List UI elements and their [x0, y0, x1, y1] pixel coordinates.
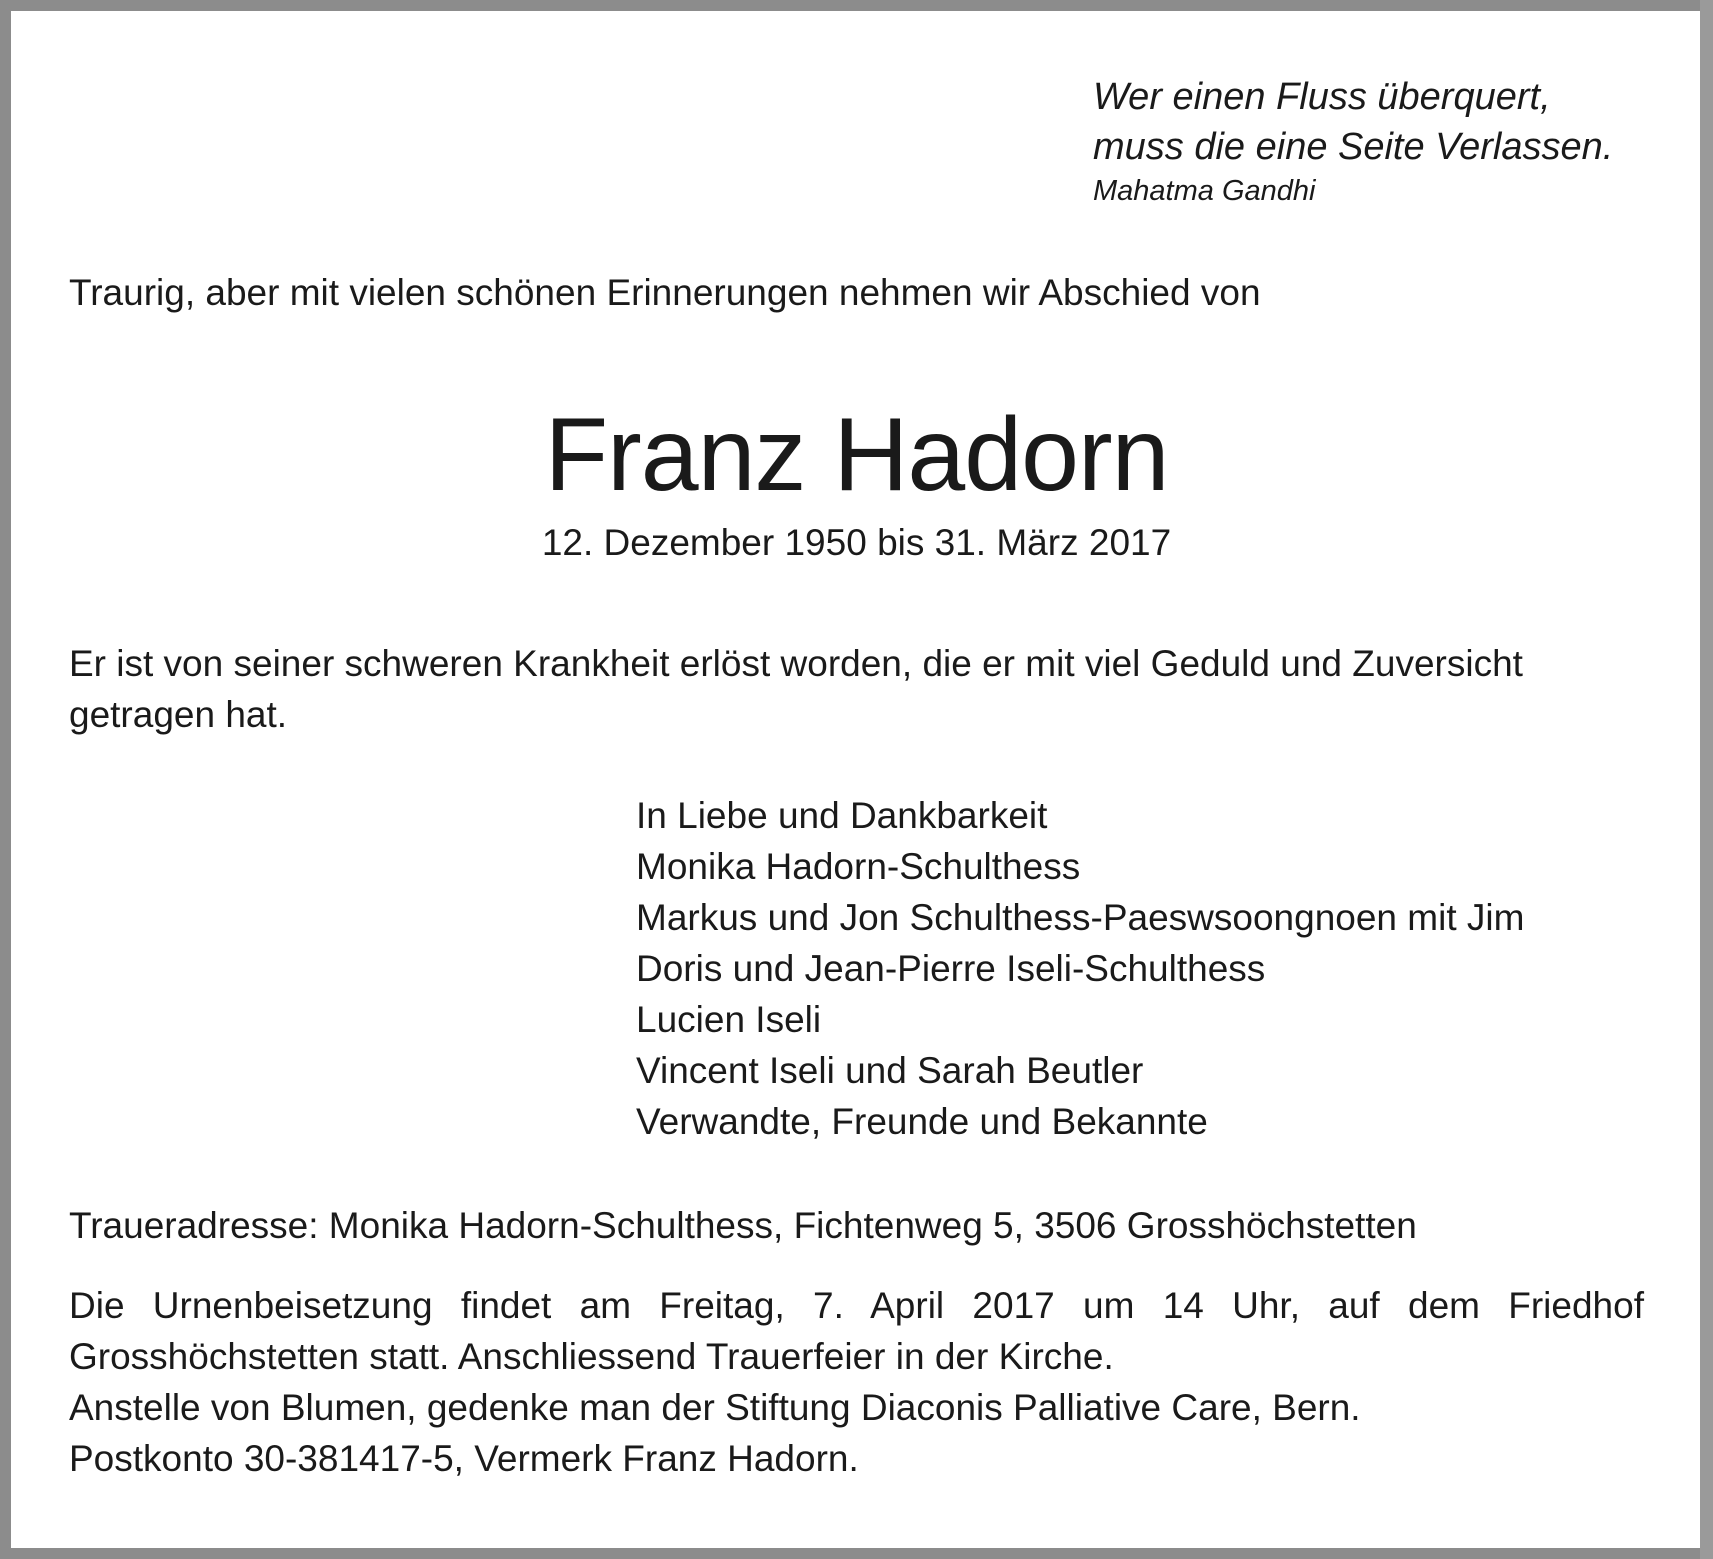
- mourner-line: In Liebe und Dankbarkeit: [636, 795, 1048, 836]
- mourner-line: Vincent Iseli und Sarah Beutler: [636, 1050, 1144, 1091]
- mourning-address: Traueradresse: Monika Hadorn-Schulthess, Fichtenweg 5, 3506 Grosshöchstetten: [69, 1205, 1417, 1246]
- mourner-line: Doris und Jean-Pierre Iseli-Schulthess: [636, 948, 1266, 989]
- postal-account: Postkonto 30-381417-5, Vermerk Franz Hadorn.: [69, 1438, 859, 1479]
- burial-notice: Die Urnenbeisetzung findet am Freitag, 7. April 2017 um 14 Uhr, auf dem Friedhof Grosshöchstetten statt. Anschliessend Trauerfeier in der Kirche.: [69, 1285, 1644, 1377]
- intro-text: Traurig, aber mit vielen schönen Erinnerungen nehmen wir Abschied von: [69, 272, 1261, 313]
- mourner-line: Monika Hadorn-Schulthess: [636, 846, 1081, 887]
- mourner-line: Verwandte, Freunde und Bekannte: [636, 1101, 1208, 1142]
- epigraph-quote: [1093, 72, 1613, 210]
- mourners-list: [636, 790, 1524, 1147]
- quote-line-2: muss die eine Seite Verlassen.: [1093, 126, 1614, 168]
- statement-text: Er ist von seiner schweren Krankheit erlöst worden, die er mit viel Geduld und Zuversicht getragen hat.: [69, 643, 1523, 735]
- quote-line-1: Wer einen Fluss überquert,: [1093, 76, 1551, 118]
- donation-notice: Anstelle von Blumen, gedenke man der Stiftung Diaconis Palliative Care, Bern.: [69, 1387, 1361, 1428]
- life-dates: 12. Dezember 1950 bis 31. März 2017: [541, 522, 1172, 563]
- quote-author: Mahatma Gandhi: [1093, 175, 1316, 207]
- mourner-line: Markus und Jon Schulthess-Paeswsoongnoen mit Jim: [636, 897, 1525, 938]
- mourner-line: Lucien Iseli: [636, 999, 822, 1040]
- deceased-name: Franz Hadorn: [544, 397, 1169, 513]
